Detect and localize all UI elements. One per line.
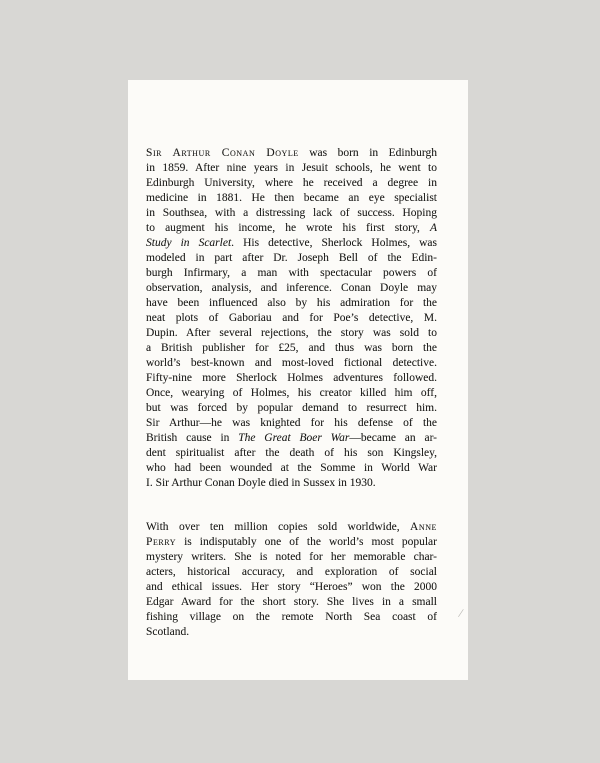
body-text: Fifty-nine more Sherlock Holmes adventures followed.	[146, 372, 437, 384]
text-line	[146, 371, 437, 386]
small-caps-text: Anne	[410, 521, 437, 533]
small-caps-text: Perry	[146, 536, 177, 548]
text-line	[146, 176, 437, 191]
body-text: British cause in	[146, 432, 239, 444]
body-text: observation, analysis, and inference. Conan Doyle may	[146, 282, 437, 294]
text-line	[146, 565, 437, 580]
text-line	[146, 146, 437, 161]
body-text: mystery writers. She is noted for her memorable char-	[146, 551, 437, 563]
text-line	[146, 386, 437, 401]
body-text: who had been wounded at the Somme in World War	[146, 462, 437, 474]
text-line	[146, 236, 437, 251]
body-text: burgh Infirmary, a man with spectacular powers of	[146, 267, 437, 279]
body-text: Dupin. After several rejections, the story was sold to	[146, 327, 437, 339]
text-line	[146, 296, 437, 311]
body-text: in Southsea, with a distressing lack of success. Hoping	[146, 207, 437, 219]
book-page	[128, 80, 468, 680]
body-text: I. Sir Arthur Conan Doyle died in Sussex in 1930.	[146, 477, 376, 489]
body-text: acters, historical accuracy, and exploration of social	[146, 566, 437, 578]
body-text: fishing village on the remote North Sea coast of	[146, 611, 437, 623]
text-line	[146, 311, 437, 326]
pencil-mark: /	[458, 605, 464, 621]
body-text: Sir Arthur—he was knighted for his defense of the	[146, 417, 437, 429]
text-line	[146, 206, 437, 221]
body-text: medicine in 1881. He then became an eye specialist	[146, 192, 437, 204]
text-line	[146, 625, 437, 640]
body-text: but was forced by popular demand to resurrect him.	[146, 402, 437, 414]
body-text: . His detective, Sherlock Holmes, was	[231, 237, 437, 249]
body-text: is indisputably one of the world’s most popular	[176, 536, 437, 548]
body-text: a British publisher for £25, and thus was born the	[146, 342, 437, 354]
text-line	[146, 326, 437, 341]
text-line	[146, 266, 437, 281]
author-bio-anne-perry	[146, 520, 437, 640]
italic-text: Study in Scarlet	[146, 237, 232, 249]
text-line	[146, 461, 437, 476]
small-caps-text: Sir Arthur Conan Doyle	[146, 147, 299, 159]
body-text: in 1859. After nine years in Jesuit schools, he went to	[146, 162, 437, 174]
body-text: With over ten million copies sold worldwide,	[146, 521, 411, 533]
text-line	[146, 221, 437, 236]
text-line	[146, 401, 437, 416]
text-line	[146, 580, 437, 595]
text-line	[146, 535, 437, 550]
text-line	[146, 281, 437, 296]
body-text: have been influenced also by his admiration for the	[146, 297, 437, 309]
italic-text: The Great Boer War	[238, 432, 350, 444]
body-text: Edinburgh University, where he received a degree in	[146, 177, 437, 189]
text-line	[146, 446, 437, 461]
body-text: and ethical issues. Her story “Heroes” won the 2000	[146, 581, 437, 593]
body-text: Once, wearying of Holmes, his creator killed him off,	[146, 387, 437, 399]
text-line	[146, 161, 437, 176]
text-line	[146, 431, 437, 446]
text-line	[146, 416, 437, 431]
body-text: modeled in part after Dr. Joseph Bell of the Edin-	[146, 252, 437, 264]
text-line	[146, 356, 437, 371]
body-text: world’s best-known and most-loved fictional detective.	[146, 357, 437, 369]
text-line	[146, 595, 437, 610]
text-line	[146, 520, 437, 535]
text-line	[146, 341, 437, 356]
body-text: Edgar Award for the short story. She lives in a small	[146, 596, 437, 608]
text-line	[146, 251, 437, 266]
body-text: to augment his income, he wrote his first story,	[146, 222, 430, 234]
text-line	[146, 610, 437, 625]
text-line	[146, 191, 437, 206]
text-block	[146, 146, 437, 640]
author-bio-conan-doyle	[146, 146, 437, 491]
body-text: —became an ar-	[349, 432, 437, 444]
body-text: dent spiritualist after the death of his son Kingsley,	[146, 447, 437, 459]
body-text: was born in Edinburgh	[298, 147, 437, 159]
text-line	[146, 550, 437, 565]
body-text: Scotland.	[146, 626, 190, 638]
italic-text: A	[429, 222, 437, 234]
body-text: neat plots of Gaboriau and for Poe’s detective, M.	[146, 312, 437, 324]
text-line	[146, 476, 437, 491]
